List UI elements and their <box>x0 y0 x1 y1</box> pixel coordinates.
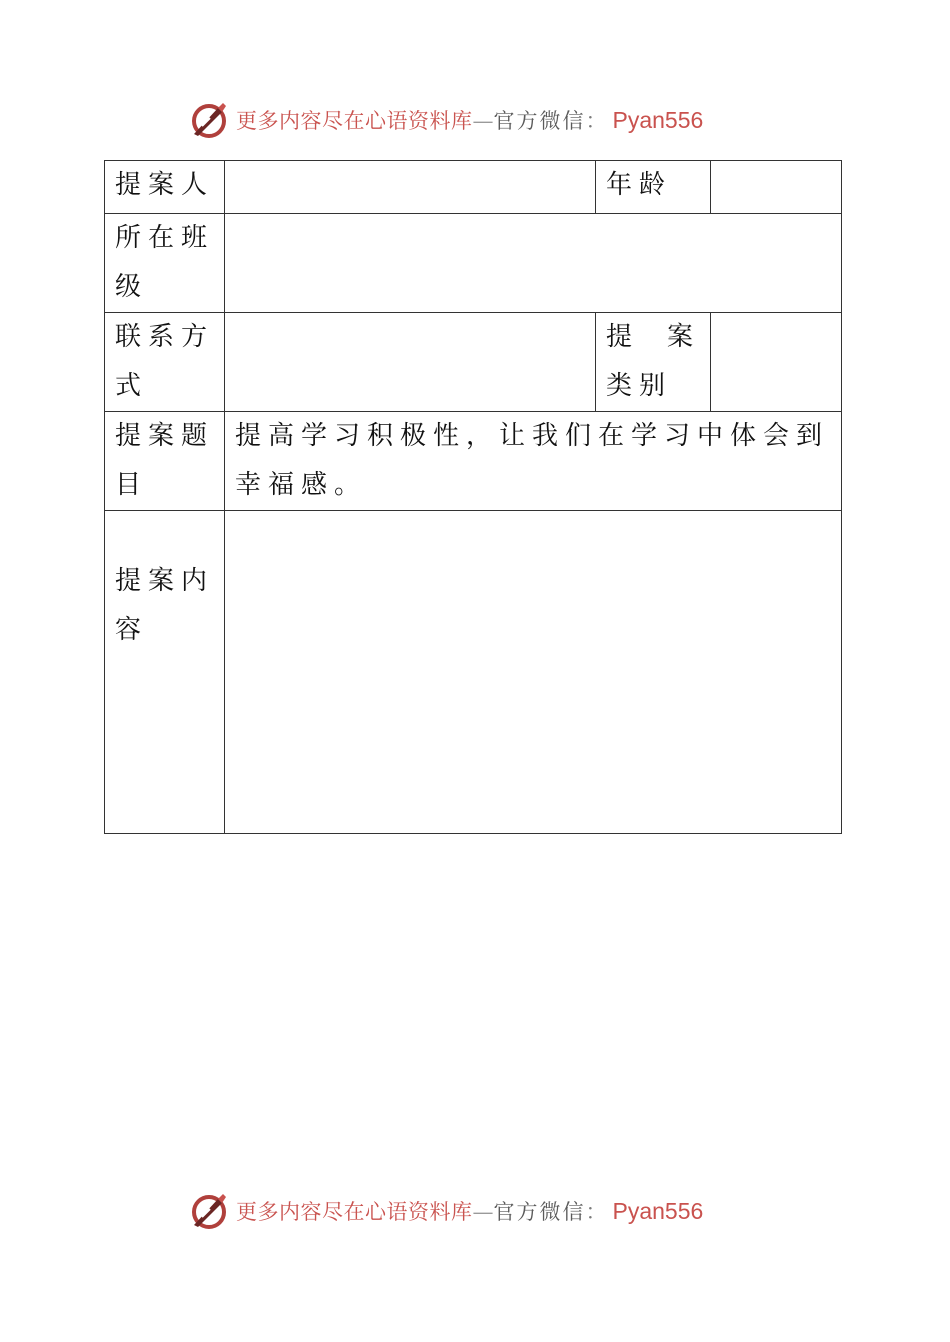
age-label: 年龄 <box>596 161 711 214</box>
topic-label: 提案题目 <box>105 412 225 511</box>
proposal-form-table <box>104 160 842 834</box>
wechat-id: Pyan556 <box>612 1198 704 1224</box>
pen-logo-icon <box>188 1191 228 1231</box>
topic-field[interactable]: 提高学习积极性，让我们在学习中体会到幸福感。 <box>225 412 842 511</box>
content-label: 提案内容 <box>105 511 225 834</box>
footer-banner <box>188 1189 788 1233</box>
contact-label: 联系方式 <box>105 313 225 412</box>
content-field[interactable] <box>225 511 842 834</box>
site-name: 更多内容尽在心语资料库 <box>236 109 473 133</box>
row-class <box>105 214 842 313</box>
wechat-label: 官方微信 <box>493 109 586 133</box>
wechat-id: Pyan556 <box>612 107 704 133</box>
row-contact <box>105 313 842 412</box>
banner-dash: — <box>472 109 494 133</box>
class-field[interactable] <box>225 214 842 313</box>
class-label: 所在班级 <box>105 214 225 313</box>
banner-colon: ： <box>585 1200 607 1224</box>
row-content <box>105 511 842 834</box>
site-name: 更多内容尽在心语资料库 <box>236 1200 473 1224</box>
banner-colon: ： <box>585 109 607 133</box>
header-banner <box>188 98 788 142</box>
pen-logo-icon <box>188 100 228 140</box>
proposer-field[interactable] <box>225 161 596 214</box>
category-field[interactable] <box>711 313 842 412</box>
wechat-label: 官方微信 <box>493 1200 586 1224</box>
banner-dash: — <box>472 1200 494 1224</box>
row-proposer <box>105 161 842 214</box>
proposer-label: 提案人 <box>105 161 225 214</box>
contact-field[interactable] <box>225 313 596 412</box>
category-label: 提案类别 <box>596 313 711 412</box>
row-topic <box>105 412 842 511</box>
age-field[interactable] <box>711 161 842 214</box>
